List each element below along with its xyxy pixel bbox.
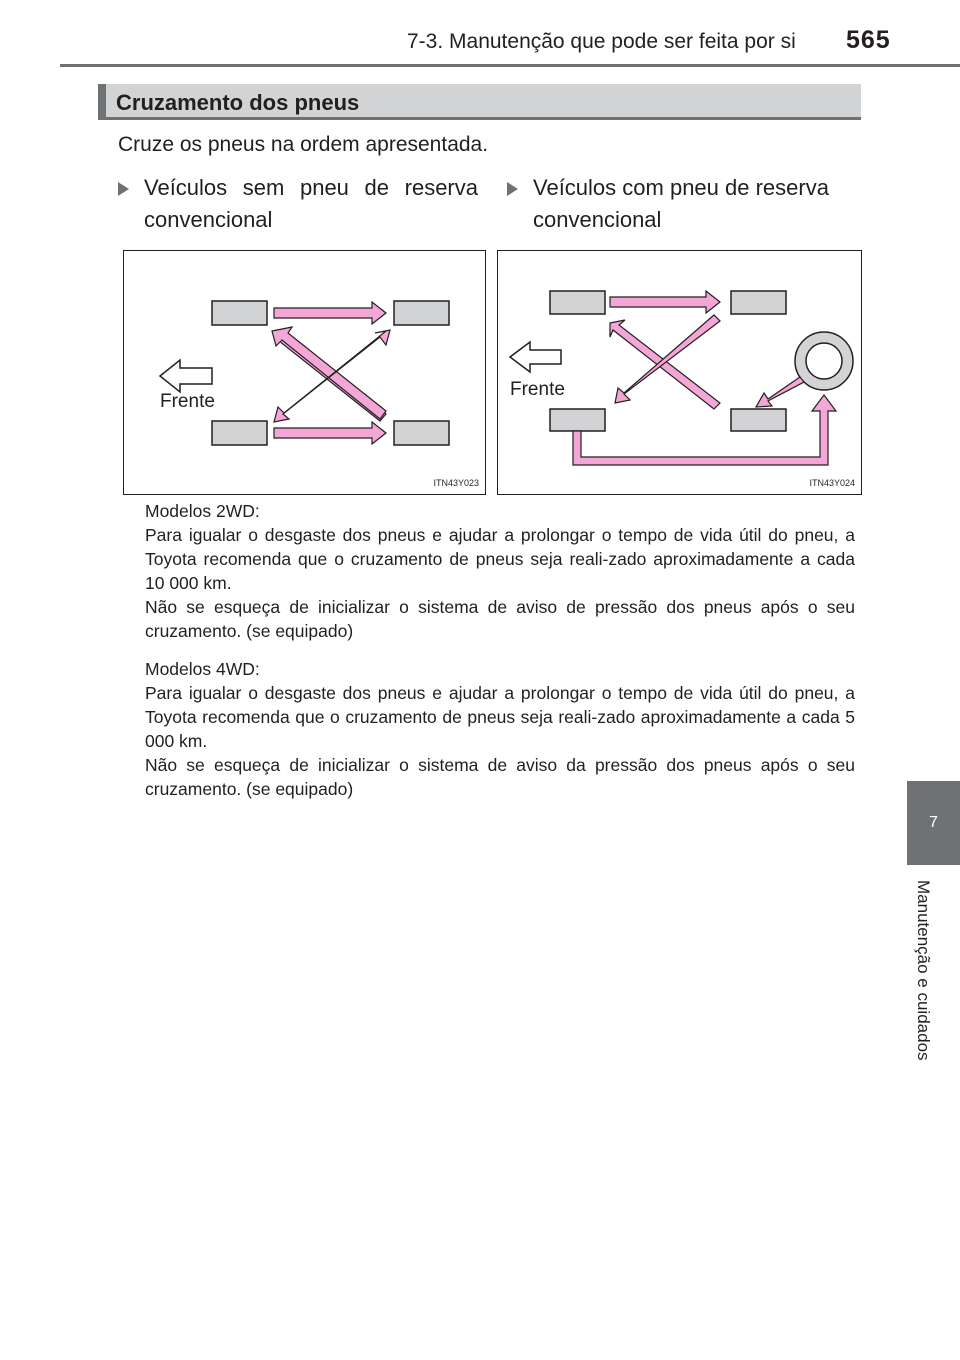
tire-front-left: [212, 301, 267, 325]
running-header: 7-3. Manutenção que pode ser feita por si: [407, 30, 796, 53]
header-rule: [60, 64, 960, 67]
figure-code: ITN43Y024: [809, 478, 855, 488]
figure-code: ITN43Y023: [433, 478, 479, 488]
rotation-diagram-no-spare: [123, 250, 486, 495]
tire-rear-right: [731, 409, 786, 431]
section-title: Cruzamento dos pneus: [116, 90, 360, 115]
tire-rear-right: [394, 421, 449, 445]
bullet-text: Veículos sem pneu de reserva convencional: [144, 175, 478, 232]
tire-front-right: [731, 291, 786, 314]
section-heading: [98, 84, 861, 120]
note-title: Modelos 4WD:: [145, 659, 260, 679]
chapter-title: Manutenção e cuidados: [914, 880, 933, 1061]
note-paragraph: Para igualar o desgaste dos pneus e ajudar a prolongar o tempo de vida útil do pneu, a Toyota recomenda que o cruzamento de pneus seja reali-zado aproximadamente a cada 10 000 km.: [145, 525, 855, 593]
chapter-number: 7: [929, 814, 938, 831]
tire-rear-left: [550, 409, 605, 431]
front-label: Frente: [510, 379, 565, 400]
rotation-diagram-with-spare: [497, 250, 862, 495]
note-4wd: [145, 657, 855, 801]
page-number: 565: [846, 26, 891, 54]
bullet-no-spare: [118, 172, 478, 242]
section-heading-underline: [98, 117, 861, 120]
bullet-triangle-icon: [507, 182, 518, 196]
note-paragraph: Não se esqueça de inicializar o sistema de aviso de pressão dos pneus após o seu cruzamento. (se equipado): [145, 597, 855, 641]
rotation-arrow: [274, 302, 386, 324]
note-paragraph: Não se esqueça de inicializar o sistema de aviso da pressão dos pneus após o seu cruzamento. (se equipado): [145, 755, 855, 799]
section-heading-bar: [98, 84, 106, 120]
rotation-arrow: [615, 315, 720, 403]
front-direction-arrow-icon: [510, 342, 561, 372]
rotation-arrow: [756, 377, 804, 407]
note-2wd: [145, 499, 855, 643]
tire-front-right: [394, 301, 449, 325]
bullet-text: Veículos com pneu de reserva convencional: [533, 175, 829, 232]
intro-text: Cruze os pneus na ordem apresentada.: [118, 133, 489, 156]
rotation-arrow: [272, 327, 386, 419]
rotation-arrow: [274, 422, 386, 444]
rotation-arrow: [573, 395, 836, 465]
front-label: Frente: [160, 391, 215, 412]
tire-front-left: [550, 291, 605, 314]
chapter-tab: [907, 781, 960, 865]
bullet-triangle-icon: [118, 182, 129, 196]
tire-rear-left: [212, 421, 267, 445]
rotation-arrow: [610, 291, 720, 313]
bullet-with-spare: [507, 172, 867, 242]
spare-tire-hub: [806, 343, 842, 379]
note-title: Modelos 2WD:: [145, 501, 260, 521]
note-paragraph: Para igualar o desgaste dos pneus e ajudar a prolongar o tempo de vida útil do pneu, a Toyota recomenda que o cruzamento de pneus seja reali-zado aproximadamente a cada 5 000 km.: [145, 683, 855, 751]
front-direction-arrow-icon: [160, 360, 212, 392]
